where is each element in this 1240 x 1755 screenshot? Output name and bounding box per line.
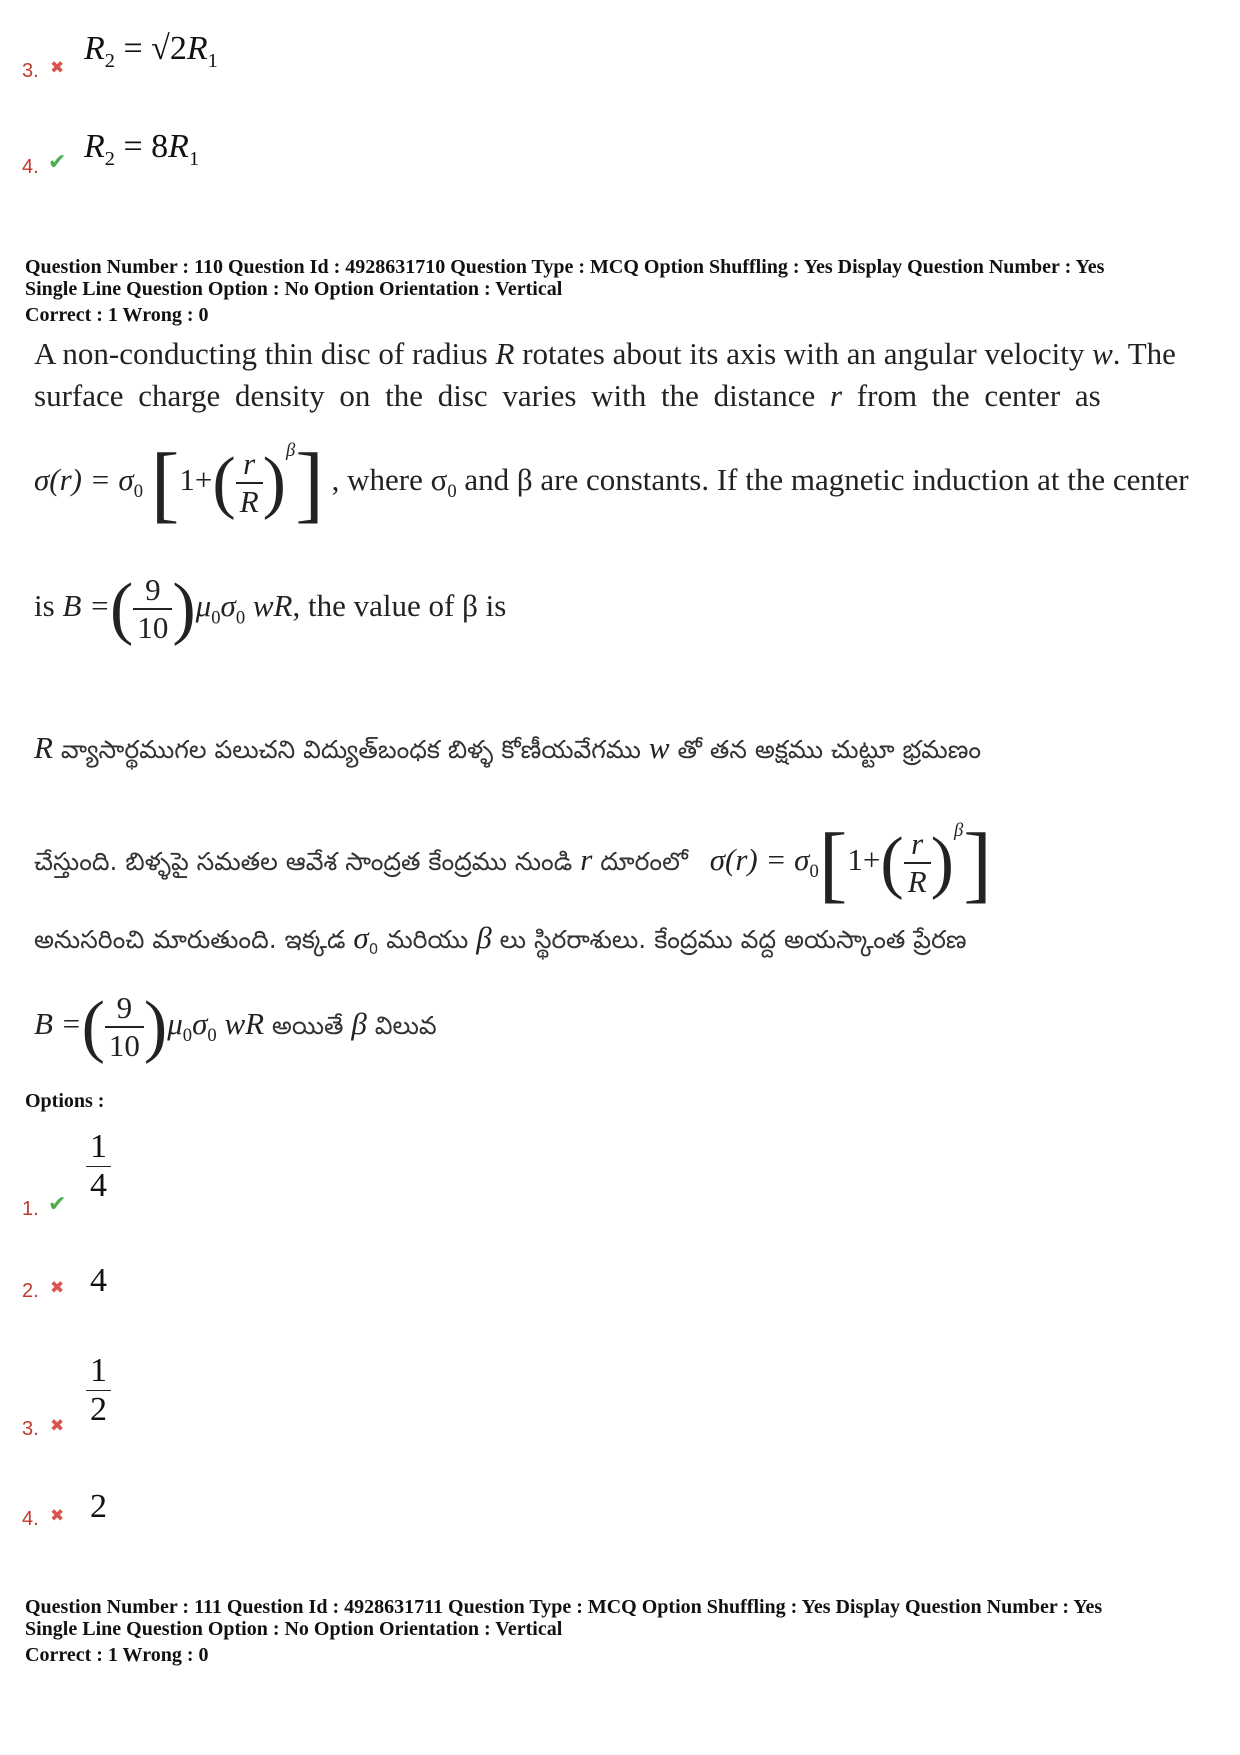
option-number: 3. <box>22 60 39 82</box>
question-line-2: surface charge density on the disc varies with the distance r from the center as <box>34 378 1101 413</box>
meta-line-1: Question Number : 110 Question Id : 4928631710 Question Type : MCQ Option Shuffling : Yes Display Question Number : Yes <box>25 256 1105 278</box>
correct-check-icon: ✔ <box>48 150 67 175</box>
option-1[interactable] <box>22 1128 322 1218</box>
option-value: 4 <box>90 1262 107 1299</box>
telugu-line-3: అనుసరించి మారుతుంది. ఇక్కడ $\sigma_0$ మరియు β లు స్థిరరాశులు. కేంద్రము వద్ద అయస్కాంత ప్రేరణ <box>34 920 967 958</box>
wrong-mark-icon: ✖ <box>50 1506 65 1526</box>
wrong-mark-icon: ✖ <box>50 1416 65 1436</box>
meta-line-3: Correct : 1 Wrong : 0 <box>25 304 209 326</box>
wrong-mark-icon: ✖ <box>50 58 65 78</box>
correct-check-icon: ✔ <box>48 1192 67 1217</box>
option-number: 4. <box>22 1508 39 1530</box>
option-fraction: $\frac{1}{2}$ <box>86 1352 111 1429</box>
option-equation: $R_2 = 8R_1$ <box>84 128 200 170</box>
sigma-formula: $\sigma(r) = \sigma_0$ [1+( $\frac{r}{R}$ )$^\beta$] <box>34 434 324 531</box>
option-equation: $R_2 = √2R_1$ <box>84 30 218 72</box>
telugu-b-formula: B =( $\frac{9}{10}$ )$\mu_0\sigma_0$ wR <box>34 988 265 1065</box>
option-fraction: $\frac{1}{4}$ <box>86 1128 111 1205</box>
option-number: 2. <box>22 1280 39 1302</box>
question-meta-111 <box>25 1596 1102 1666</box>
option-4[interactable] <box>22 1484 322 1534</box>
option-number: 4. <box>22 156 39 178</box>
meta-line-2: Single Line Question Option : No Option Orientation : Vertical <box>25 278 563 300</box>
question-meta <box>25 256 1104 326</box>
meta-line-2: Single Line Question Option : No Option Orientation : Vertical <box>25 1618 563 1640</box>
telugu-line-4: B =( $\frac{9}{10}$ )$\mu_0\sigma_0$ wR అయితే β విలువ <box>34 988 437 1065</box>
meta-line-1: Question Number : 111 Question Id : 4928631711 Question Type : MCQ Option Shuffling : Yes Display Question Number : Yes <box>25 1596 1103 1618</box>
telugu-line-2: చేస్తుంది. బిళ్ళపై సమతల ఆవేశ సాంద్రత కేంద్రము నుండి r దూరంలో $\sigma(r) = \sigma_0[1+$( $\frac{r}{R}$ )$^\beta$] <box>34 814 992 911</box>
telugu-line-1: R వ్యాసార్థముగల పలుచని విద్యుత్‌బంధక బిళ్ళ కోణీయవేగము w తో తన అక్షము చుట్టూ భ్రమణం <box>34 730 982 765</box>
option-number: 3. <box>22 1418 39 1440</box>
option-2[interactable] <box>22 1256 322 1306</box>
question-line-4: is B =( $\frac{9}{10}$ )$\mu_0\sigma_0$ wR, the value of β is <box>34 570 507 647</box>
meta-line-3: Correct : 1 Wrong : 0 <box>25 1644 209 1666</box>
option-number: 1. <box>22 1198 39 1220</box>
telugu-sigma-formula: $\sigma(r) = \sigma_0[1+$( $\frac{r}{R}$ )$^\beta$] <box>709 814 992 911</box>
question-line-1: A non-conducting thin disc of radius R rotates about its axis with an angular velocity w. The <box>34 336 1176 371</box>
wrong-mark-icon: ✖ <box>50 1278 65 1298</box>
question-line-3: $\sigma(r) = \sigma_0$ [1+( $\frac{r}{R}$ )$^\beta$] , where $\sigma_0$ and β are constants. If the magnetic induction at the center <box>34 434 1189 531</box>
option-3[interactable] <box>22 1352 322 1442</box>
option-value: 2 <box>90 1488 107 1525</box>
options-label: Options : <box>25 1090 105 1112</box>
